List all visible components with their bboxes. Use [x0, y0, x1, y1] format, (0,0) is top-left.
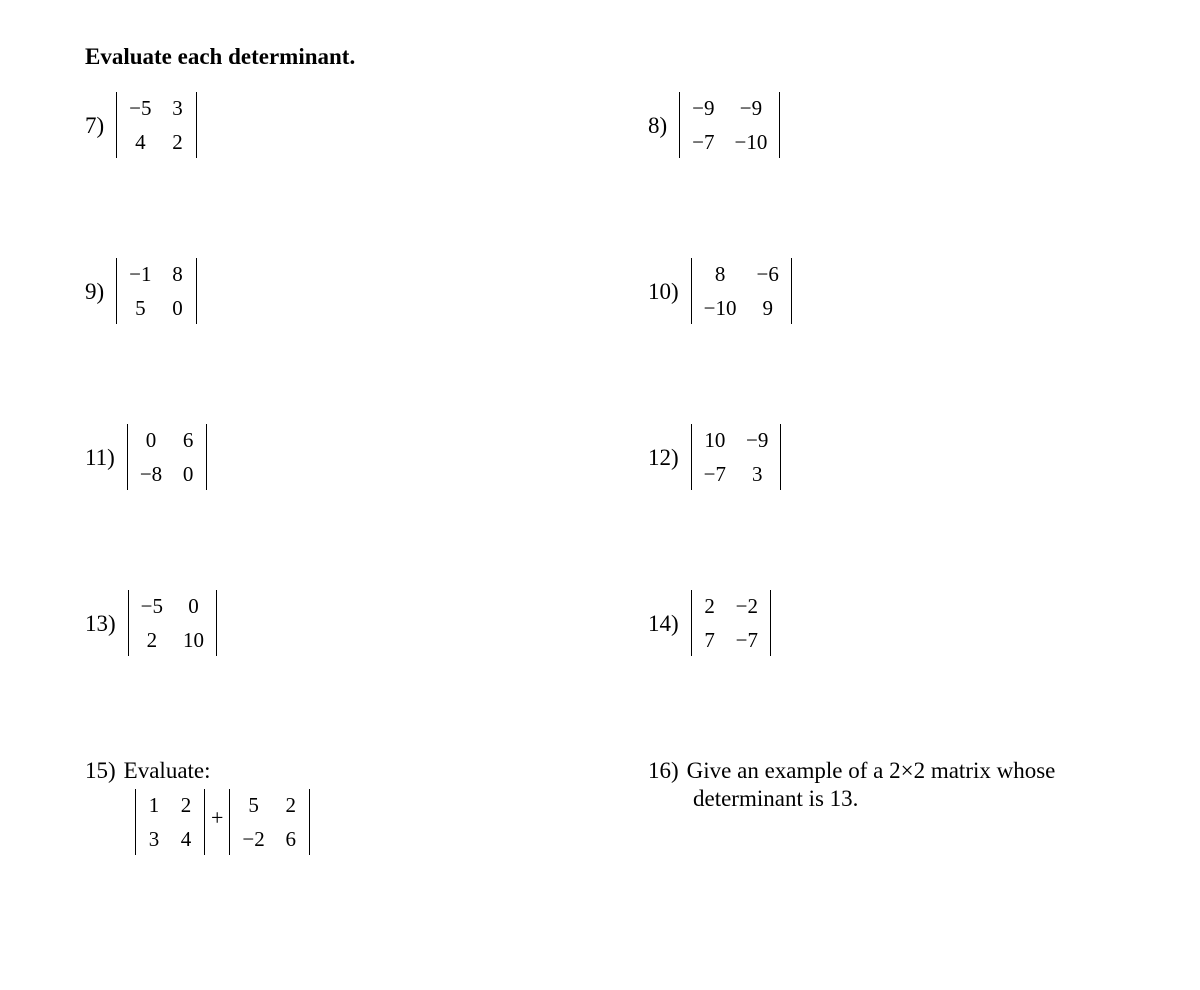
- problem-15: [85, 757, 310, 855]
- matrix-entry: −9: [746, 428, 769, 452]
- determinant: [691, 424, 782, 490]
- matrix-entry: 10: [704, 428, 726, 452]
- problem-number: 7): [85, 112, 105, 138]
- problem-11: [85, 424, 207, 490]
- matrix-entry: 6: [182, 428, 194, 452]
- problem-14: [648, 590, 771, 656]
- matrix-entry: −2: [242, 827, 265, 851]
- problem-10: [648, 258, 792, 324]
- matrix-entry: 8: [172, 262, 183, 286]
- matrix-entry: −7: [703, 462, 727, 486]
- matrix-entry: 0: [188, 594, 199, 618]
- problem-number: 16): [648, 758, 679, 783]
- plus-operator: +: [211, 805, 224, 830]
- problem-label: Evaluate:: [123, 758, 211, 783]
- problem-number: 11): [85, 444, 115, 470]
- determinant-sum: [135, 789, 310, 855]
- matrix-entry: −6: [756, 262, 779, 286]
- matrix-entry: 1: [148, 793, 160, 817]
- matrix-entry: −8: [139, 462, 163, 486]
- matrix-entry: 5: [248, 793, 259, 817]
- determinant-second: [229, 789, 309, 855]
- problem-text-line-2: determinant is 13.: [693, 786, 859, 811]
- matrix-entry: 7: [704, 628, 715, 652]
- matrix-entry: −1: [129, 262, 152, 286]
- matrix-entry: 0: [145, 428, 157, 452]
- matrix-entry: 3: [751, 462, 763, 486]
- matrix-entry: −2: [735, 594, 759, 618]
- matrix-entry: −5: [140, 594, 164, 618]
- matrix-entry: 0: [172, 296, 183, 320]
- determinant: [127, 424, 207, 490]
- matrix-entry: −9: [692, 96, 715, 120]
- problem-text-line-1: Give an example of a 2×2 matrix whose: [686, 758, 1056, 783]
- problem-16: [648, 757, 1055, 813]
- matrix-entry: 2: [180, 793, 192, 817]
- matrix-entry: 8: [714, 262, 726, 286]
- problem-number: 12): [648, 444, 679, 470]
- matrix-entry: 2: [146, 628, 158, 652]
- matrix-entry: −9: [739, 96, 763, 120]
- problem-number: 13): [85, 610, 116, 636]
- problem-12: [648, 424, 781, 490]
- matrix-entry: 0: [182, 462, 194, 486]
- matrix-entry: −7: [735, 628, 759, 652]
- problem-number: 15): [85, 758, 116, 783]
- problem-8: [648, 92, 780, 158]
- instructions-heading: Evaluate each determinant.: [85, 44, 356, 69]
- matrix-entry: 2: [704, 594, 715, 618]
- matrix-entry: 9: [762, 296, 773, 320]
- matrix-entry: 2: [285, 793, 297, 817]
- matrix-entry: −10: [734, 130, 768, 154]
- problem-7: [85, 92, 197, 158]
- matrix-entry: −7: [692, 130, 715, 154]
- determinant: [116, 258, 196, 324]
- problem-9: [85, 258, 197, 324]
- determinant-first: [135, 789, 205, 855]
- matrix-entry: 3: [148, 827, 160, 851]
- determinant: [691, 590, 771, 656]
- matrix-entry: −10: [703, 296, 737, 320]
- determinant: [128, 590, 217, 656]
- determinant: [691, 258, 792, 324]
- matrix-entry: 4: [180, 827, 192, 851]
- matrix-entry: 6: [285, 827, 297, 851]
- determinant: [116, 92, 196, 158]
- problem-13: [85, 590, 217, 656]
- matrix-entry: 5: [135, 296, 146, 320]
- matrix-entry: 3: [172, 96, 183, 120]
- problem-number: 14): [648, 610, 679, 636]
- matrix-entry: 4: [135, 130, 146, 154]
- problem-number: 9): [85, 278, 105, 304]
- problem-number: 10): [648, 278, 679, 304]
- matrix-entry: 2: [172, 130, 183, 154]
- determinant: [679, 92, 780, 158]
- matrix-entry: 10: [183, 628, 205, 652]
- matrix-entry: −5: [129, 96, 152, 120]
- problem-number: 8): [648, 112, 668, 138]
